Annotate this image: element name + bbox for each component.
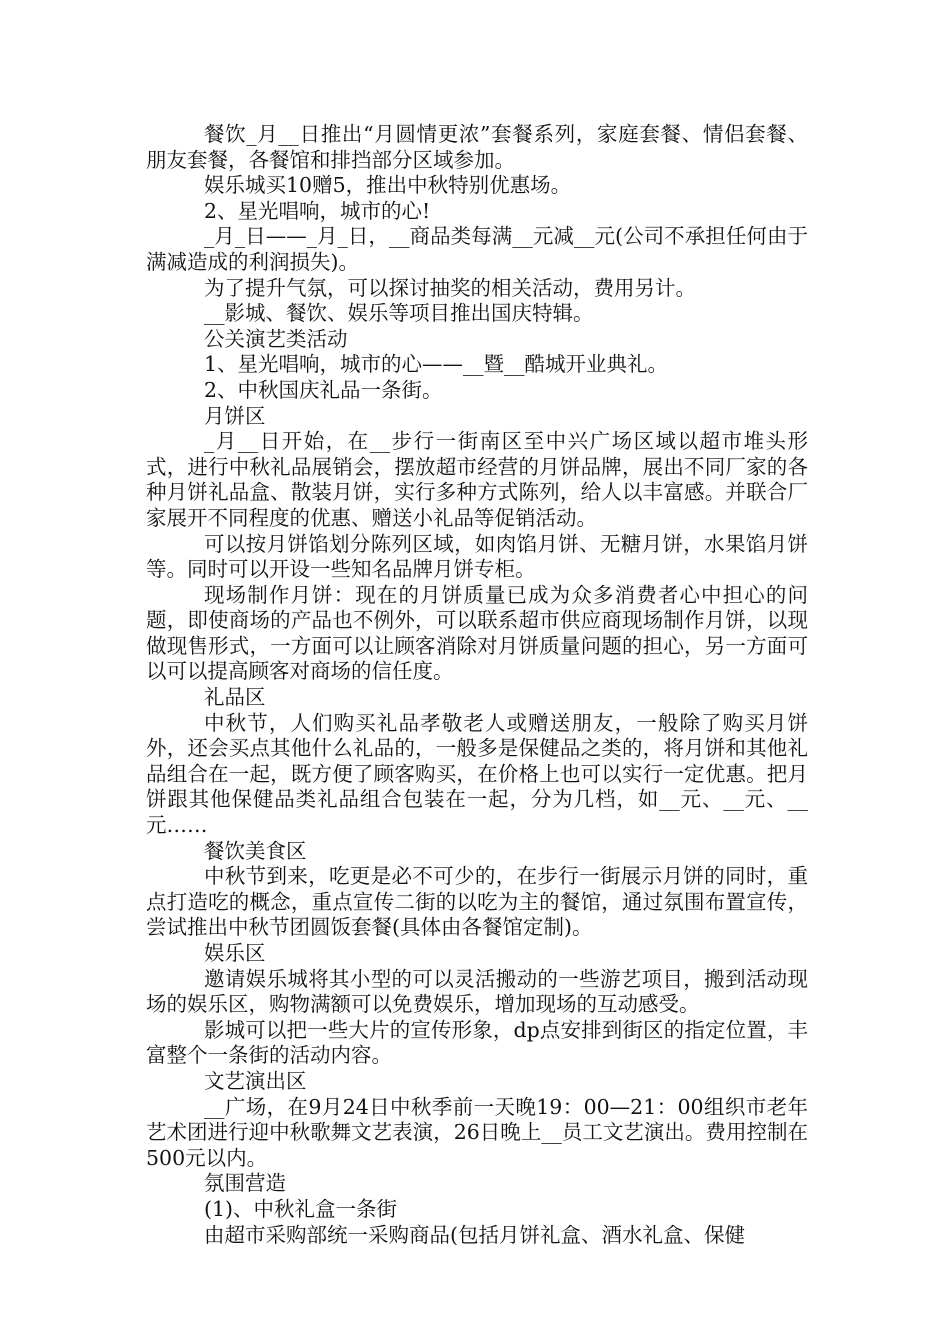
paragraph: 餐饮_月__日推出“月圆情更浓”套餐系列，家庭套餐、情侣套餐、朋友套餐，各餐馆和排挡部分区域参加。	[146, 122, 808, 172]
paragraph: (1)、中秋礼盒一条街	[204, 1196, 398, 1221]
paragraph: 影城可以把一些大片的宣传形象，dp点安排到街区的指定位置，丰富整个一条街的活动内容。	[146, 1017, 808, 1068]
paragraph: 中秋节到来，吃更是必不可少的，在步行一街展示月饼的同时，重点打造吃的概念，重点宣传二街的以吃为主的餐馆，通过氛围布置宣传，尝试推出中秋节团圆饭套餐(具体由各餐馆定制)。	[146, 864, 808, 940]
section-heading: 氛围营造	[204, 1171, 286, 1196]
paragraph: 1、星光唱响，城市的心——__暨__酷城开业典礼。	[204, 352, 669, 377]
section-heading: 文艺演出区	[204, 1068, 307, 1093]
paragraph: 现场制作月饼：现在的月饼质量已成为众多消费者心中担心的问题，即使商场的产品也不例外，可以联系超市供应商现场制作月饼，以现做现售形式，一方面可以让顾客消除对月饼质量问题的担心，另一方面可以可以提高顾客对商场的信任度。	[146, 582, 808, 684]
paragraph: 可以按月饼馅划分陈列区域，如肉馅月饼、无糖月饼，水果馅月饼等。同时可以开设一些知名品牌月饼专柜。	[146, 531, 808, 582]
section-heading: 餐饮美食区	[204, 838, 307, 863]
paragraph: __广场，在9月24日中秋季前一天晚19：00—21：00组织市老年艺术团进行迎中秋歌舞文艺表演，26日晚上__员工文艺演出。费用控制在500元以内。	[146, 1094, 808, 1170]
paragraph: 2、星光唱响，城市的心!	[204, 198, 431, 223]
paragraph: _月__日开始，在__步行一街南区至中兴广场区域以超市堆头形式，进行中秋礼品展销会，摆放超市经营的月饼品牌，展出不同厂家的各种月饼礼品盒、散装月饼，实行多种方式陈列，给人以丰富感。并联合厂家展开不同程度的优惠、赠送小礼品等促销活动。	[146, 429, 808, 530]
paragraph: 娱乐城买10赠5，推出中秋特别优惠场。	[204, 173, 572, 198]
section-heading: 娱乐区	[204, 941, 266, 965]
paragraph: 由超市采购部统一采购商品(包括月饼礼盒、酒水礼盒、保健	[204, 1222, 745, 1247]
paragraph: 为了提升气氛，可以探讨抽奖的相关活动，费用另计。	[204, 275, 696, 300]
section-heading: 月饼区	[204, 403, 266, 428]
document-body	[146, 122, 808, 1248]
paragraph: __影城、餐饮、娱乐等项目推出国庆特辑。	[204, 301, 594, 326]
section-heading: 礼品区	[204, 685, 266, 710]
paragraph: 邀请娱乐城将其小型的可以灵活搬动的一些游艺项目，搬到活动现场的娱乐区，购物满额可以免费娱乐，增加现场的互动感受。	[146, 966, 808, 1017]
paragraph: 2、中秋国庆礼品一条街。	[204, 377, 443, 402]
paragraph: _月_日——_月_日，__商品类每满__元减__元(公司不承担任何由于满减造成的利润损失)。	[146, 224, 808, 274]
paragraph: 中秋节，人们购买礼品孝敬老人或赠送朋友，一般除了购买月饼外，还会买点其他什么礼品的，一般多是保健品之类的，将月饼和其他礼品组合在一起，既方便了顾客购买，在价格上也可以实行一定优惠。把月饼跟其他保健品类礼品组合包装在一起，分为几档，如__元、__元、__元……	[146, 710, 808, 838]
section-heading: 公关演艺类活动	[204, 326, 348, 351]
